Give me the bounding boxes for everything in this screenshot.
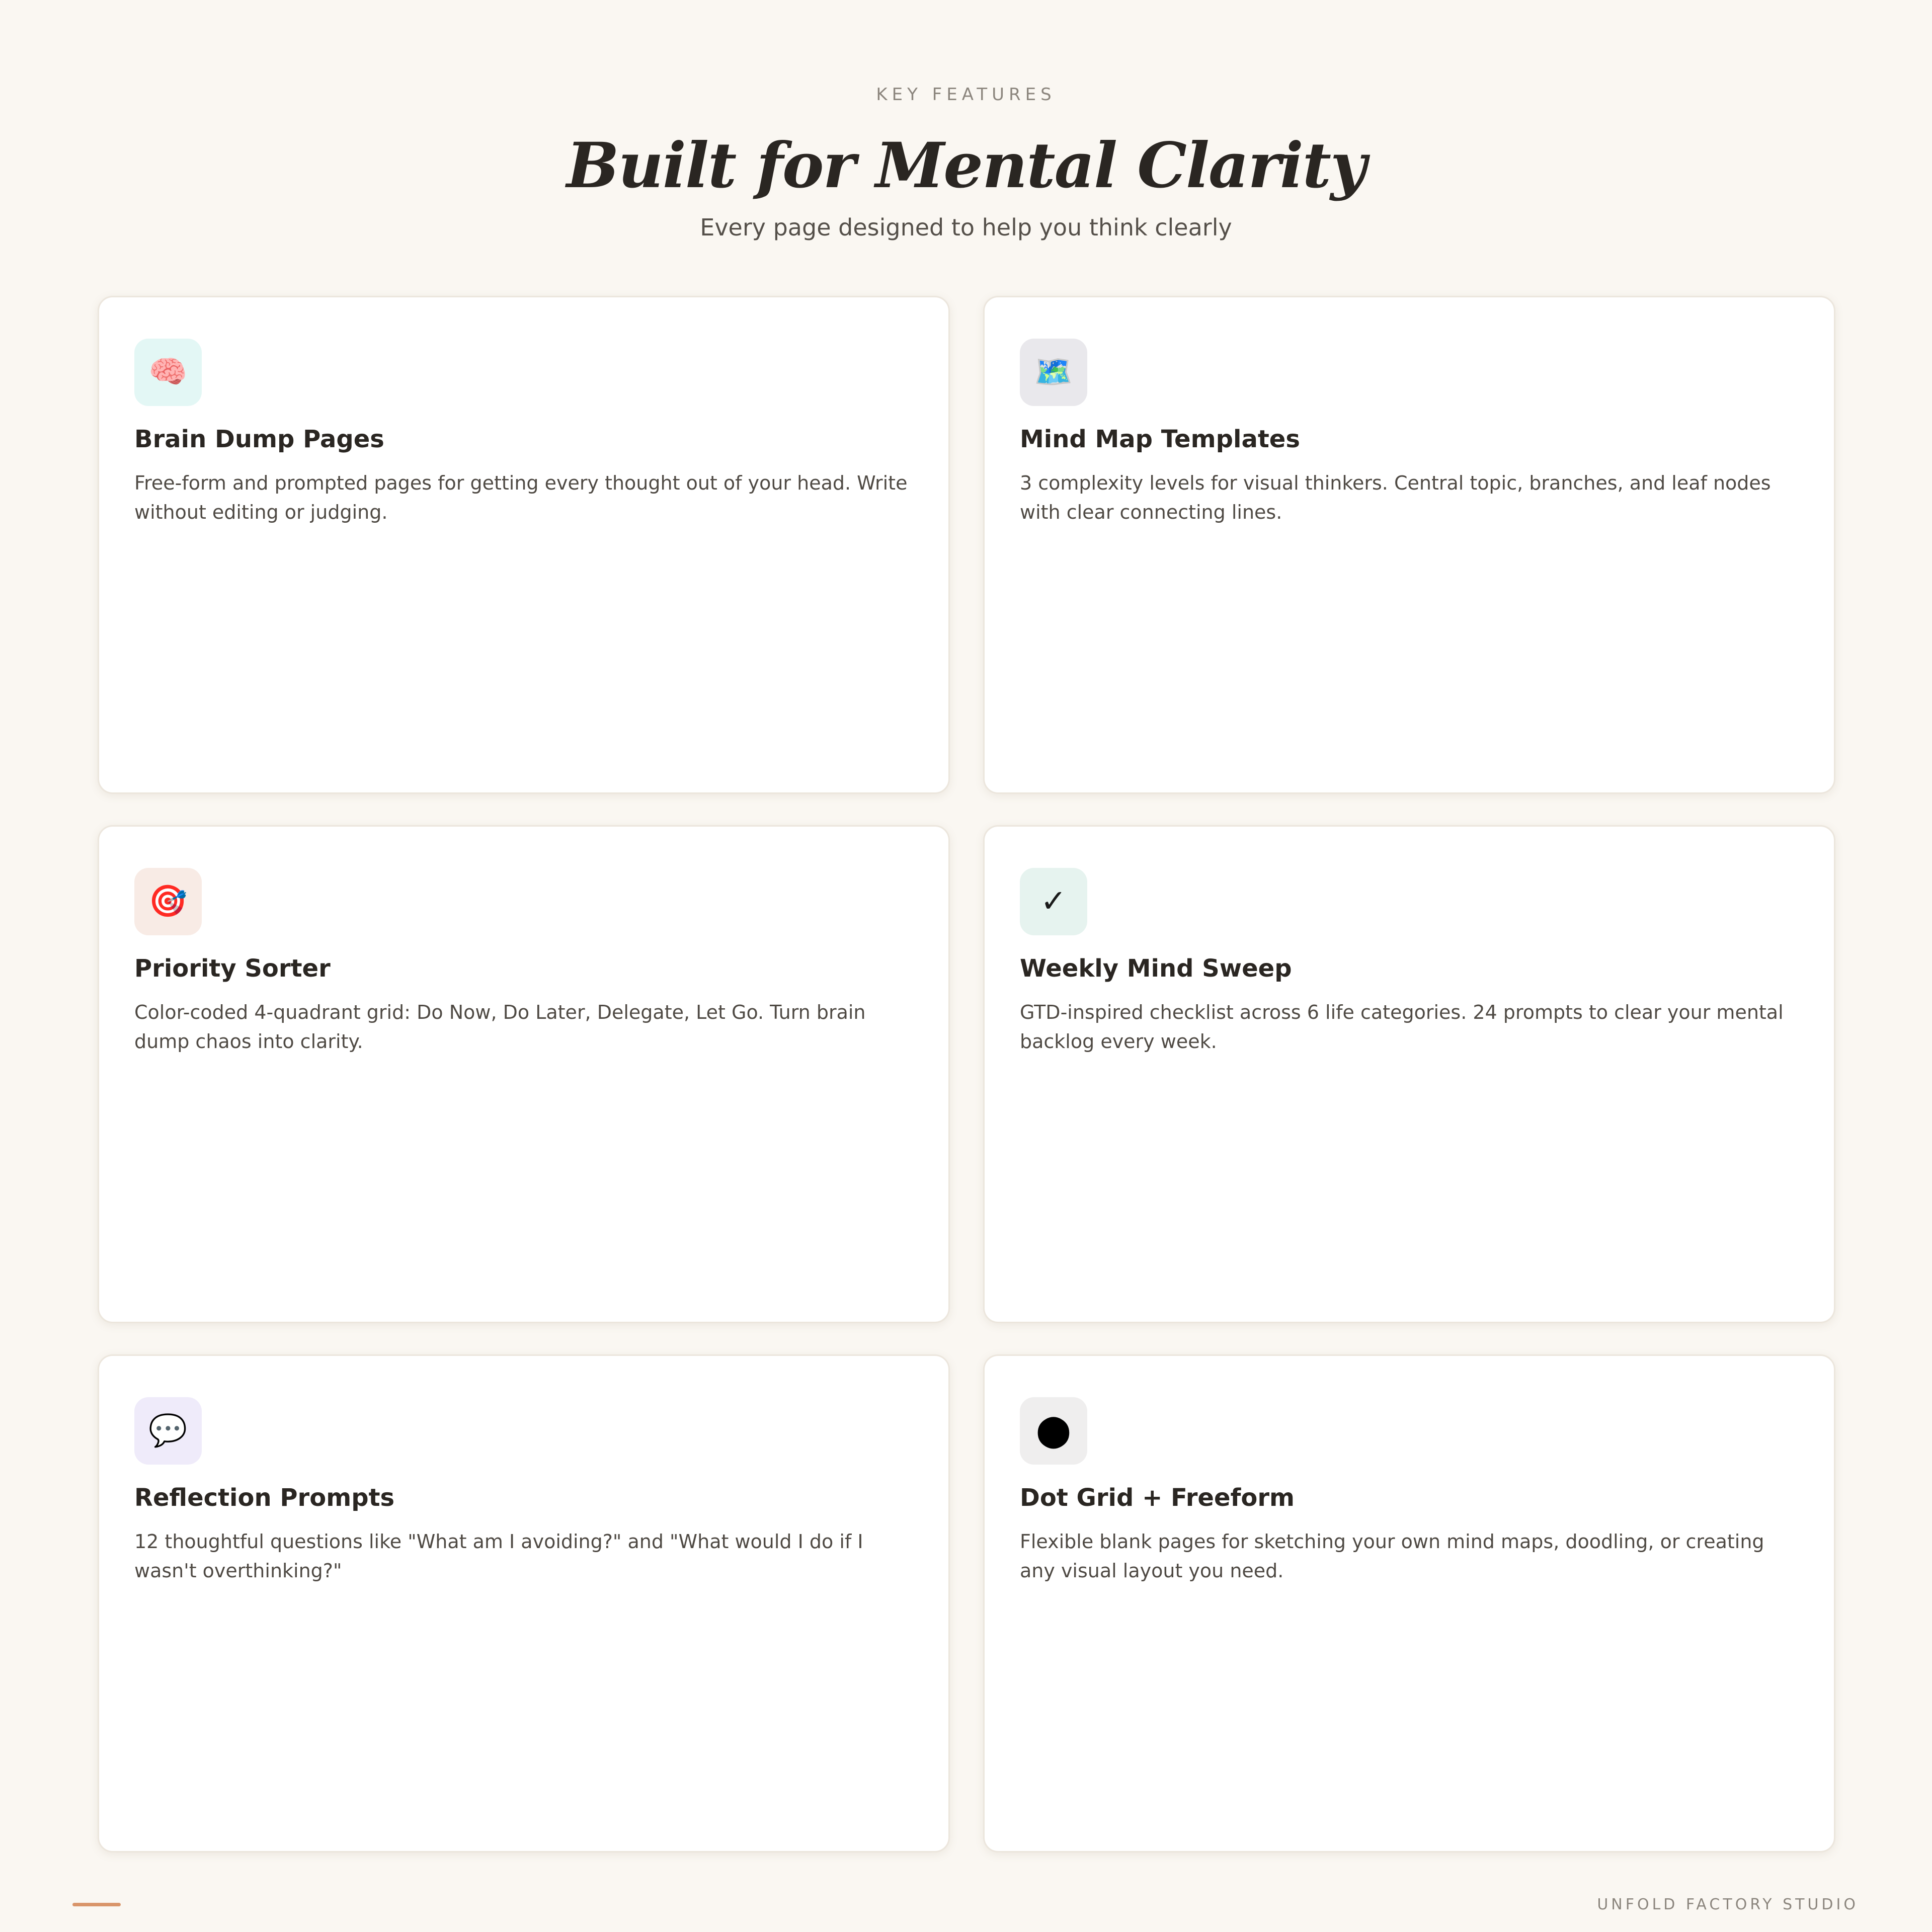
- feature-title: Priority Sorter: [134, 954, 331, 983]
- dot-icon: ⬤: [1020, 1397, 1087, 1465]
- section-eyebrow: KEY FEATURES: [876, 85, 1056, 105]
- feature-title: Weekly Mind Sweep: [1020, 954, 1292, 983]
- page-title: Built for Mental Clarity: [566, 129, 1366, 202]
- feature-description: 12 thoughtful questions like "What am I avoiding?" and "What would I do if I wasn't overthinking?": [134, 1531, 863, 1582]
- feature-card-weekly-sweep: [983, 825, 1835, 1323]
- map-icon: 🗺️: [1020, 339, 1087, 406]
- feature-description: Free-form and prompted pages for getting every thought out of your head. Write without editing or judging.: [134, 472, 908, 523]
- feature-title: Dot Grid + Freeform: [1020, 1484, 1295, 1512]
- feature-card-priority-sorter: [98, 825, 950, 1323]
- feature-card-mind-map: [983, 296, 1835, 794]
- checkmark-icon: ✓: [1020, 868, 1087, 935]
- feature-description: GTD-inspired checklist across 6 life categories. 24 prompts to clear your mental backlog every week.: [1020, 1001, 1784, 1053]
- feature-card-reflection-prompts: [98, 1354, 950, 1853]
- feature-title: Brain Dump Pages: [134, 425, 384, 453]
- footer-brand: UNFOLD FACTORY STUDIO: [1597, 1896, 1859, 1913]
- page-subtitle: Every page designed to help you think clearly: [700, 214, 1232, 241]
- feature-grid: [98, 296, 1835, 1582]
- feature-card-dot-grid: [983, 1354, 1835, 1853]
- feature-card-brain-dump: [98, 296, 950, 794]
- feature-description: Flexible blank pages for sketching your own mind maps, doodling, or creating any visual layout you need.: [1020, 1531, 1764, 1582]
- brain-icon: 🧠: [134, 339, 202, 406]
- feature-description: 3 complexity levels for visual thinkers. Central topic, branches, and leaf nodes with clear connecting lines.: [1020, 472, 1771, 523]
- feature-title: Mind Map Templates: [1020, 425, 1300, 453]
- feature-description: Color-coded 4-quadrant grid: Do Now, Do Later, Delegate, Let Go. Turn brain dump chaos into clarity.: [134, 1001, 866, 1053]
- speech-bubble-icon: 💬: [134, 1397, 202, 1465]
- feature-title: Reflection Prompts: [134, 1484, 395, 1512]
- footer-accent-line: [72, 1903, 121, 1906]
- target-icon: 🎯: [134, 868, 202, 935]
